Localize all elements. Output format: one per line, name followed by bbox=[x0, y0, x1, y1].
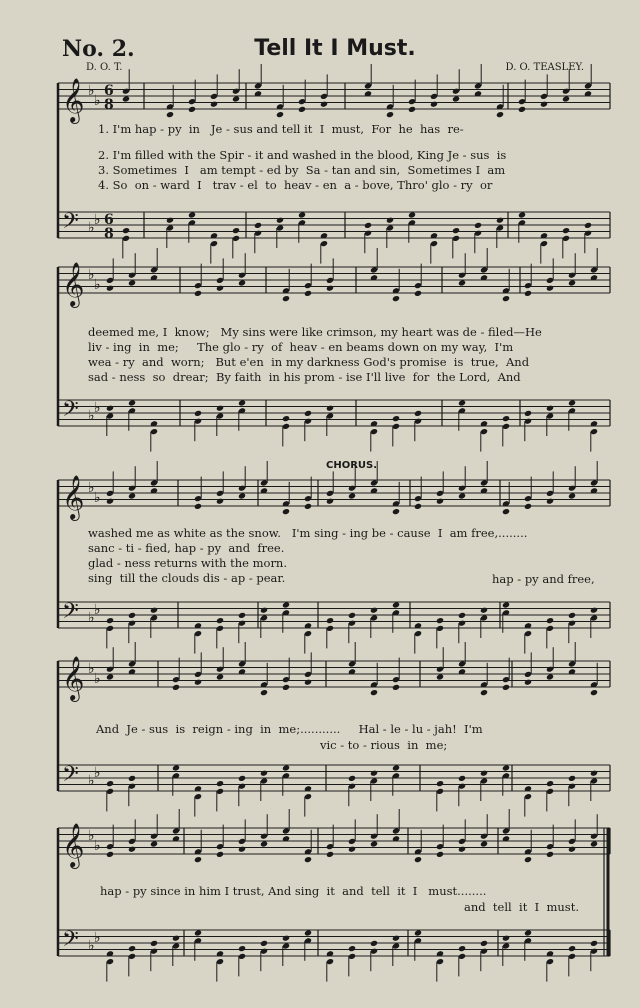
note-head bbox=[502, 508, 510, 515]
lyric-line-s1-v2: 2. I'm filled with the Spir - it and washed in the blood, King Je - sus is bbox=[98, 148, 507, 162]
note-head bbox=[568, 846, 576, 853]
lyric-line-s2-v4: sad - ness so drear; By faith in his prom - ise I'll live for the Lord, And bbox=[88, 370, 521, 384]
flat-icon: ♭ bbox=[94, 212, 101, 228]
note-head bbox=[106, 851, 114, 858]
note-head bbox=[546, 405, 554, 412]
note-head bbox=[474, 222, 482, 229]
lyric-line-s3-v2: sanc - ti - fied, hap - py and free. bbox=[88, 541, 285, 555]
lyric-line-s5-second: and tell it I must. bbox=[464, 900, 579, 914]
note-head bbox=[106, 285, 114, 292]
note-head bbox=[348, 846, 356, 853]
flat-icon: ♭ bbox=[88, 938, 95, 954]
note-head bbox=[436, 780, 444, 787]
note-head bbox=[254, 222, 262, 229]
note-head bbox=[458, 945, 466, 952]
note-head bbox=[370, 689, 378, 696]
flat-icon: ♭ bbox=[88, 408, 95, 424]
note-head bbox=[216, 285, 224, 292]
note-head bbox=[260, 770, 268, 777]
note-head bbox=[216, 780, 224, 787]
note-head bbox=[216, 617, 224, 624]
note-head bbox=[260, 940, 268, 947]
note-head bbox=[320, 101, 328, 108]
note-head bbox=[326, 498, 334, 505]
note-head bbox=[584, 222, 592, 229]
note-head bbox=[276, 111, 284, 118]
note-head bbox=[282, 508, 290, 515]
note-head bbox=[590, 689, 598, 696]
note-head bbox=[546, 851, 554, 858]
note-head bbox=[370, 607, 378, 614]
note-head bbox=[524, 856, 532, 863]
note-head bbox=[304, 679, 312, 686]
note-head bbox=[392, 935, 400, 942]
note-head bbox=[194, 290, 202, 297]
note-head bbox=[364, 222, 372, 229]
note-head bbox=[128, 846, 136, 853]
note-head bbox=[216, 405, 224, 412]
note-head bbox=[414, 856, 422, 863]
treble-clef-icon: 𝄞 bbox=[62, 656, 85, 700]
note-head bbox=[166, 217, 174, 224]
note-head bbox=[414, 410, 422, 417]
treble-clef-icon: 𝄞 bbox=[62, 475, 85, 519]
bass-lyric-s3: hap - py and free, bbox=[492, 572, 595, 586]
chorus-label: CHORUS. bbox=[326, 460, 378, 471]
note-head bbox=[194, 410, 202, 417]
note-head bbox=[282, 415, 290, 422]
note-head bbox=[238, 612, 246, 619]
time-signature-top: 6 bbox=[104, 83, 114, 99]
treble-clef-icon: 𝄞 bbox=[62, 78, 85, 122]
flat-icon: ♭ bbox=[88, 480, 95, 496]
flat-icon: ♭ bbox=[94, 671, 101, 687]
note-head bbox=[370, 940, 378, 947]
note-head bbox=[414, 503, 422, 510]
note-head bbox=[128, 612, 136, 619]
note-head bbox=[546, 780, 554, 787]
note-head bbox=[452, 227, 460, 234]
note-head bbox=[502, 415, 510, 422]
note-head bbox=[546, 285, 554, 292]
note-head bbox=[282, 684, 290, 691]
bass-clef-icon: 𝄢 bbox=[62, 209, 79, 239]
lyric-line-s1-v4: 4. So on - ward I trav - el to heav - en a - bove, Thro' glo - ry or bbox=[98, 178, 493, 192]
flat-icon: ♭ bbox=[88, 220, 95, 236]
note-head bbox=[348, 775, 356, 782]
words-credit: D. O. T. bbox=[86, 62, 123, 73]
note-head bbox=[392, 508, 400, 515]
note-head bbox=[568, 775, 576, 782]
bass-clef-icon: 𝄢 bbox=[62, 599, 79, 629]
bass-clef-icon: 𝄢 bbox=[62, 927, 79, 957]
note-head bbox=[496, 111, 504, 118]
flat-icon: ♭ bbox=[94, 400, 101, 416]
lyric-line-s2-v1: deemed me, I know; My sins were like crimson, my heart was de - filed—He bbox=[88, 325, 542, 339]
flat-icon: ♭ bbox=[94, 277, 101, 293]
note-head bbox=[370, 770, 378, 777]
note-head bbox=[348, 612, 356, 619]
note-head bbox=[480, 770, 488, 777]
note-head bbox=[128, 945, 136, 952]
lyric-line-s4-second: vic - to - rious in me; bbox=[320, 738, 448, 752]
note-head bbox=[106, 498, 114, 505]
bass-clef-icon: 𝄢 bbox=[62, 397, 79, 427]
note-head bbox=[392, 415, 400, 422]
note-head bbox=[540, 101, 548, 108]
note-head bbox=[260, 689, 268, 696]
note-head bbox=[304, 410, 312, 417]
note-head bbox=[282, 935, 290, 942]
note-head bbox=[496, 217, 504, 224]
note-head bbox=[458, 846, 466, 853]
flat-icon: ♭ bbox=[88, 610, 95, 626]
note-head bbox=[188, 106, 196, 113]
music-credit: D. O. TEASLEY. bbox=[505, 62, 584, 73]
note-head bbox=[172, 684, 180, 691]
note-head bbox=[298, 106, 306, 113]
hymn-title-text: Tell It I Must. bbox=[254, 36, 416, 61]
note-head bbox=[304, 856, 312, 863]
note-head bbox=[194, 503, 202, 510]
note-head bbox=[524, 503, 532, 510]
flat-icon: ♭ bbox=[94, 602, 101, 618]
note-head bbox=[518, 106, 526, 113]
note-head bbox=[480, 940, 488, 947]
note-head bbox=[276, 217, 284, 224]
note-head bbox=[326, 405, 334, 412]
note-head bbox=[502, 684, 510, 691]
flat-icon: ♭ bbox=[88, 828, 95, 844]
time-signature-bottom: 8 bbox=[104, 226, 114, 242]
note-head bbox=[546, 498, 554, 505]
note-head bbox=[304, 503, 312, 510]
note-head bbox=[386, 111, 394, 118]
note-head bbox=[216, 851, 224, 858]
note-head bbox=[282, 295, 290, 302]
note-head bbox=[326, 851, 334, 858]
note-head bbox=[386, 217, 394, 224]
note-head bbox=[166, 111, 174, 118]
note-head bbox=[128, 775, 136, 782]
flat-icon: ♭ bbox=[88, 267, 95, 283]
note-head bbox=[458, 775, 466, 782]
note-head bbox=[590, 770, 598, 777]
note-head bbox=[194, 856, 202, 863]
note-head bbox=[216, 498, 224, 505]
note-head bbox=[172, 935, 180, 942]
lyric-line-s3-v4: sing till the clouds dis - ap - pear. bbox=[88, 571, 286, 585]
note-head bbox=[392, 295, 400, 302]
note-head bbox=[150, 940, 158, 947]
note-head bbox=[260, 607, 268, 614]
note-head bbox=[430, 101, 438, 108]
note-head bbox=[348, 945, 356, 952]
note-head bbox=[524, 679, 532, 686]
note-head bbox=[546, 617, 554, 624]
note-head bbox=[502, 295, 510, 302]
note-head bbox=[326, 285, 334, 292]
note-head bbox=[414, 290, 422, 297]
flat-icon: ♭ bbox=[88, 83, 95, 99]
note-head bbox=[106, 780, 114, 787]
lyric-line-s2-v2: liv - ing in me; The glo - ry of heav - en beams down on my way, I'm bbox=[88, 340, 514, 354]
flat-icon: ♭ bbox=[88, 661, 95, 677]
note-head bbox=[590, 607, 598, 614]
note-head bbox=[326, 617, 334, 624]
note-head bbox=[238, 775, 246, 782]
note-head bbox=[436, 851, 444, 858]
flat-icon: ♭ bbox=[94, 490, 101, 506]
note-head bbox=[568, 612, 576, 619]
note-head bbox=[436, 498, 444, 505]
note-head bbox=[458, 612, 466, 619]
flat-icon: ♭ bbox=[88, 773, 95, 789]
note-head bbox=[122, 227, 130, 234]
note-head bbox=[590, 940, 598, 947]
lyric-line-s3-v1: washed me as white as the snow. I'm sing - ing be - cause I am free,........ bbox=[88, 526, 528, 540]
note-head bbox=[436, 617, 444, 624]
flat-icon: ♭ bbox=[94, 930, 101, 946]
note-head bbox=[408, 106, 416, 113]
note-head bbox=[150, 607, 158, 614]
treble-clef-icon: 𝄞 bbox=[62, 262, 85, 306]
note-head bbox=[238, 945, 246, 952]
flat-icon: ♭ bbox=[94, 838, 101, 854]
hymn-number: No. 2. bbox=[62, 36, 135, 62]
note-head bbox=[210, 101, 218, 108]
treble-clef-icon: 𝄞 bbox=[62, 823, 85, 867]
note-head bbox=[502, 935, 510, 942]
lyric-line-s2-v3: wea - ry and worn; But e'en in my darkness God's promise is true, And bbox=[88, 355, 530, 369]
note-head bbox=[524, 290, 532, 297]
bass-clef-icon: 𝄢 bbox=[62, 762, 79, 792]
note-head bbox=[106, 617, 114, 624]
note-head bbox=[568, 945, 576, 952]
note-head bbox=[304, 290, 312, 297]
time-signature-top: 6 bbox=[104, 212, 114, 228]
note-head bbox=[194, 679, 202, 686]
note-head bbox=[524, 410, 532, 417]
lyric-line-s1-v3: 3. Sometimes I am tempt - ed by Sa - tan and sin, Sometimes I am bbox=[98, 163, 506, 177]
lyric-line-s5-main: hap - py since in him I trust, And sing it and tell it I must........ bbox=[100, 884, 487, 898]
note-head bbox=[106, 405, 114, 412]
time-signature-bottom: 8 bbox=[104, 97, 114, 113]
flat-icon: ♭ bbox=[94, 765, 101, 781]
note-head bbox=[232, 227, 240, 234]
note-head bbox=[562, 227, 570, 234]
note-head bbox=[238, 846, 246, 853]
lyric-line-s4-main: And Je - sus is reign - ing in me;........... Hal - le - lu - jah! I'm bbox=[96, 722, 483, 736]
note-head bbox=[392, 684, 400, 691]
note-head bbox=[480, 607, 488, 614]
flat-icon: ♭ bbox=[94, 93, 101, 109]
lyric-line-s1-v1: 1. I'm hap - py in Je - sus and tell it I must, For he has re- bbox=[98, 122, 464, 136]
note-head bbox=[480, 689, 488, 696]
lyric-line-s3-v3: glad - ness returns with the morn. bbox=[88, 556, 287, 570]
